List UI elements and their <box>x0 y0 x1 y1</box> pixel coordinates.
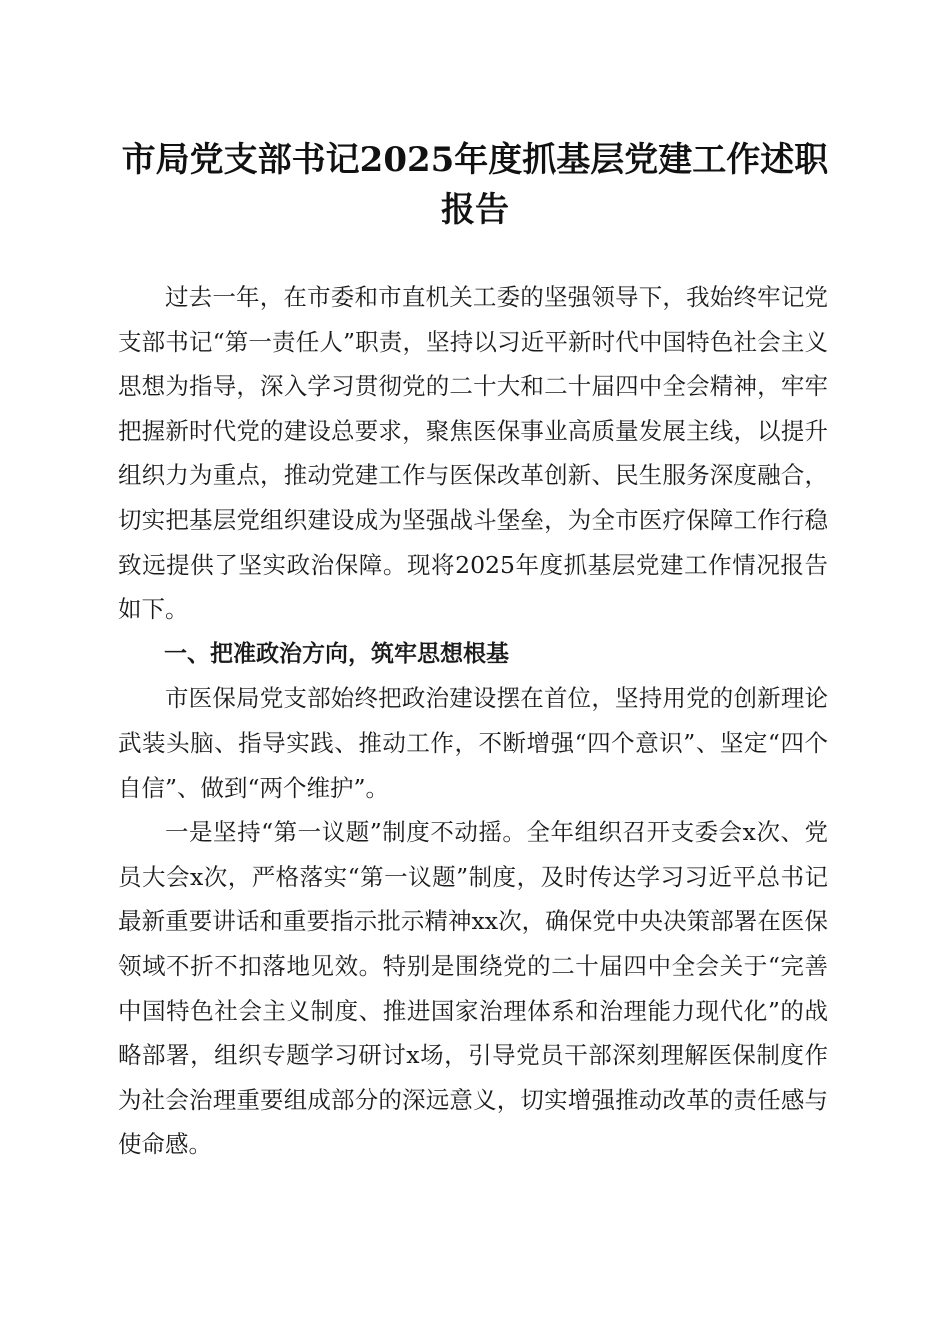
document-title: 市局党支部书记2025年度抓基层党建工作述职报告 <box>121 140 829 230</box>
section-intro-paragraph: 市医保局党支部始终把政治建设摆在首位，坚持用党的创新理论武装头脑、指导实践、推动工作，不断增强“四个意识”、坚定“四个自信”、做到“两个维护”。 <box>118 684 828 802</box>
section-point-paragraph: 一是坚持“第一议题”制度不动摇。全年组织召开支委会x次、党员大会x次，严格落实“第一议题”制度，及时传达学习习近平总书记最新重要讲话和重要指示批示精神xx次，确保党中央决策部署在医保领域不折不扣落地见效。特别是围绕党的二十届四中全会关于“完善中国特色社会主义制度、推进国家治理体系和治理能力现代化”的战略部署，组织专题学习研讨x场，引导党员干部深刻理解医保制度作为社会治理重要组成部分的深远意义，切实增强推动改革的责任感与使命感。 <box>118 818 828 1159</box>
intro-paragraph: 过去一年，在市委和市直机关工委的坚强领导下，我始终牢记党支部书记“第一责任人”职责，坚持以习近平新时代中国特色社会主义思想为指导，深入学习贯彻党的二十大和二十届四中全会精神，牢牢把握新时代党的建设总要求，聚焦医保事业高质量发展主线，以提升组织力为重点，推动党建工作与医保改革创新、民生服务深度融合，切实把基层党组织建设成为坚强战斗堡垒，为全市医疗保障工作行稳致远提供了坚实政治保障。现将2025年度抓基层党建工作情况报告如下。 <box>118 283 828 624</box>
document-body <box>118 275 828 1167</box>
section-heading: 一、把准政治方向，筑牢思想根基 <box>164 640 509 667</box>
